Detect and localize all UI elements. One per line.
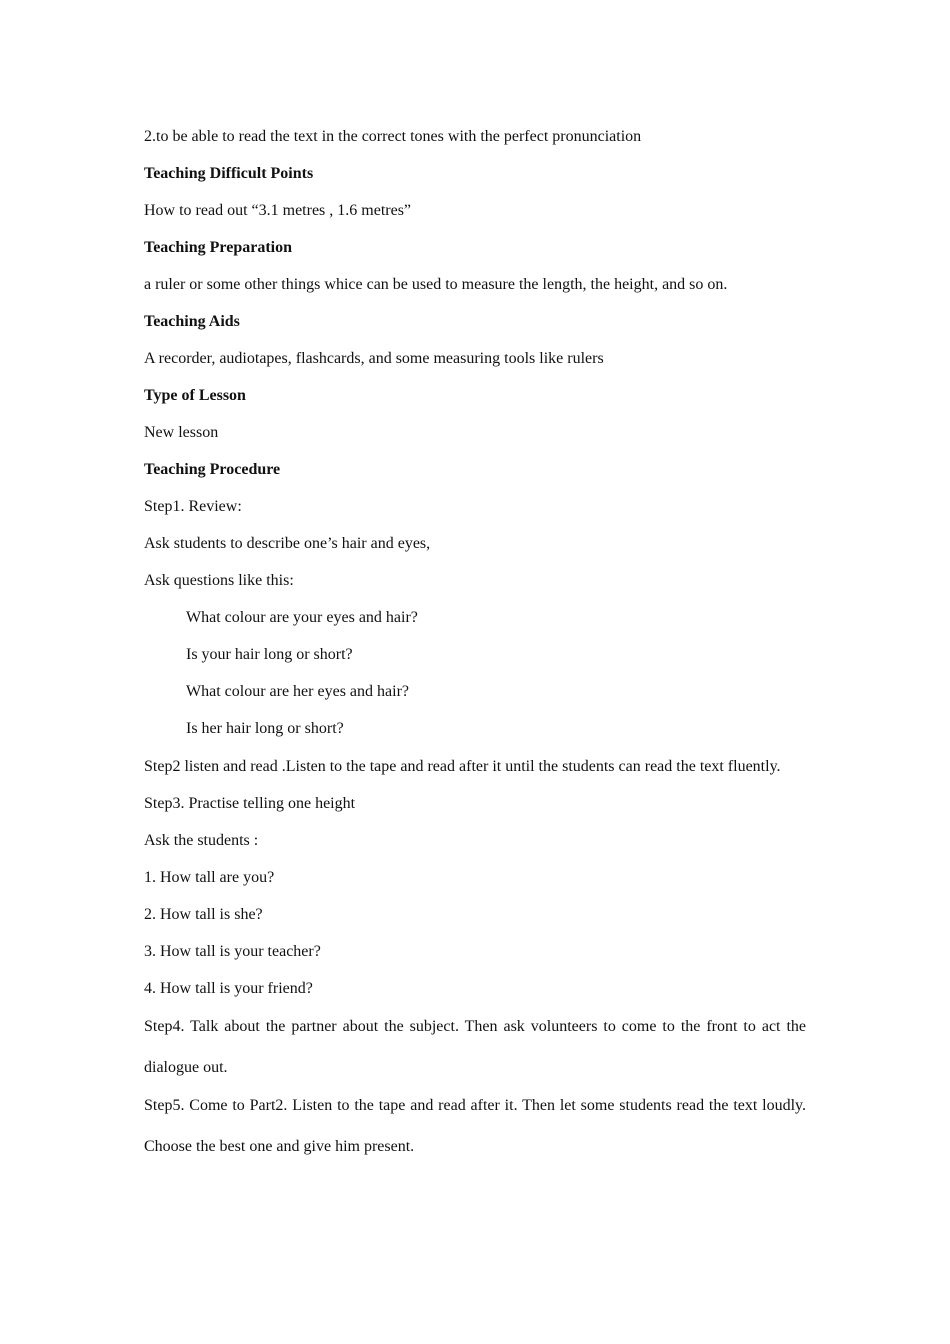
aids-heading: Teaching Aids — [144, 313, 240, 330]
preparation-heading: Teaching Preparation — [144, 239, 293, 256]
procedure-heading: Teaching Procedure — [144, 461, 281, 478]
step3-title: Step3. Practise telling one height — [144, 795, 356, 812]
step1-title: Step1. Review: — [144, 498, 242, 515]
preparation-text: a ruler or some other things whice can be used to measure the length, the height, and so on. — [144, 276, 728, 293]
step3-instruction: Ask the students : — [144, 832, 259, 849]
height-question: 3. How tall is your teacher? — [144, 943, 321, 960]
review-question: Is her hair long or short? — [186, 720, 344, 737]
step5-paragraph: Step5. Come to Part2. Listen to the tape and read after it. Then let some students read the text loudly. Choose the best one and give him present. — [144, 1097, 806, 1155]
step1-instruction: Ask students to describe one’s hair and eyes, — [144, 535, 431, 552]
step2-paragraph: Step2 listen and read .Listen to the tape and read after it until the students can read the text fluently. — [144, 758, 781, 775]
height-question: 2. How tall is she? — [144, 906, 263, 923]
lesson-type-heading: Type of Lesson — [144, 387, 246, 404]
objective-2: 2.to be able to read the text in the correct tones with the perfect pronunciation — [144, 128, 642, 145]
lesson-type-text: New lesson — [144, 424, 219, 441]
aids-text: A recorder, audiotapes, flashcards, and some measuring tools like rulers — [144, 350, 604, 367]
review-question: What colour are your eyes and hair? — [186, 609, 418, 626]
difficult-points-heading: Teaching Difficult Points — [144, 165, 314, 182]
height-question: 1. How tall are you? — [144, 869, 275, 886]
review-question: What colour are her eyes and hair? — [186, 683, 409, 700]
height-question: 4. How tall is your friend? — [144, 980, 313, 997]
document-page — [144, 124, 806, 1171]
step4-paragraph: Step4. Talk about the partner about the subject. Then ask volunteers to come to the front to act the dialogue out. — [144, 1018, 806, 1076]
step1-questions-intro: Ask questions like this: — [144, 572, 294, 589]
review-question: Is your hair long or short? — [186, 646, 353, 663]
difficult-points-text: How to read out “3.1 metres , 1.6 metres” — [144, 202, 412, 219]
